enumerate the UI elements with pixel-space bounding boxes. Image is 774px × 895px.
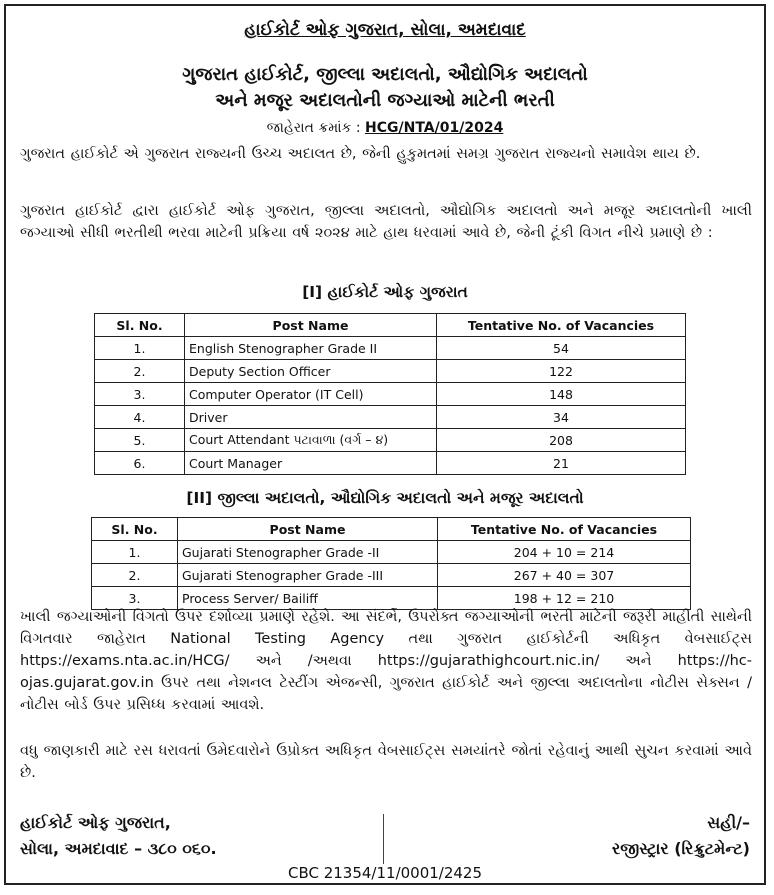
sl-no: 5.: [95, 429, 185, 452]
advice-paragraph: વધુ જાણકારી માટે રસ ધરાવતાં ઉમેદવારોને ઉપ્રોક્ત અધિકૃત વેબસાઈટ્સ સમયાંતરે જોતાં રહેવાનું આથી સુચન કરવામાં આવે છે.: [20, 743, 752, 781]
page-title: હાઈકોર્ટ ઓફ ગુજરાત, સોલા, અમદાવાદ: [244, 20, 526, 40]
post-name: Computer Operator (IT Cell): [185, 383, 437, 406]
sl-no: 2.: [95, 360, 185, 383]
sl-no: 3.: [92, 587, 178, 610]
section-2-heading: [II] જીલ્લા અદાલતો, ઔદ્યોગિક અદાલતો અને મજૂર અદાલતો: [186, 489, 584, 507]
vacancies: 267 + 40 = 307: [438, 564, 691, 587]
post-name: Gujarati Stenographer Grade -III: [178, 564, 438, 587]
post-name: English Stenographer Grade II: [185, 337, 437, 360]
sl-no: 4.: [95, 406, 185, 429]
district-court-vacancy-table: [91, 517, 691, 610]
table-header-row: [92, 518, 691, 541]
column-header: Post Name: [185, 314, 437, 337]
table-row: [95, 383, 686, 406]
vacancies: 122: [437, 360, 686, 383]
advertisement-page: [4, 4, 766, 885]
post-name: Court Manager: [185, 452, 437, 475]
post-name: Process Server/ Bailiff: [178, 587, 438, 610]
vacancies: 54: [437, 337, 686, 360]
vacancies: 204 + 10 = 214: [438, 541, 691, 564]
footer-address-line-2: સોલા, અમદાવાદ – ૩૮૦ ૦૬૦.: [20, 839, 217, 858]
sl-no: 6.: [95, 452, 185, 475]
cbc-code: CBC 21354/11/0001/2425: [287, 864, 483, 882]
subtitle-line-2: અને મજૂર અદાલતોની જગ્યાઓ માટેની ભરતી: [215, 90, 555, 111]
post-name: Court Attendant પટાવાળા (વર્ગ – ૪): [185, 429, 437, 452]
registrar-title: રજીસ્ટ્રાર (રિક્રુટમેન્ટ): [612, 839, 750, 858]
footer-address-line-1: હાઈકોર્ટ ઓફ ગુજરાત,: [20, 813, 171, 832]
post-name: Gujarati Stenographer Grade -II: [178, 541, 438, 564]
sl-no: 1.: [95, 337, 185, 360]
table-row: [95, 452, 686, 475]
footer-address: [20, 810, 217, 862]
column-header: Sl. No.: [95, 314, 185, 337]
vacancies: 21: [437, 452, 686, 475]
intro-paragraph: ગુજરાત હાઈકોર્ટ એ ગુજરાત રાજ્યની ઉચ્ચ અદાલત છે, જેની હુકુમતમાં સમગ્ર ગુજરાત રાજ્યનો સમાવેશ થાય છે.: [20, 146, 701, 162]
column-header: Post Name: [178, 518, 438, 541]
vacancies: 208: [437, 429, 686, 452]
sl-no: 3.: [95, 383, 185, 406]
footer-signature: [612, 810, 750, 862]
table-header-row: [95, 314, 686, 337]
sl-no: 2.: [92, 564, 178, 587]
column-header: Tentative No. of Vacancies: [438, 518, 691, 541]
subtitle-line-1: ગુજરાત હાઈકોર્ટ, જીલ્લા અદાલતો, ઔદ્યોગિક અદાલતો: [182, 64, 588, 85]
high-court-vacancy-table: [94, 313, 686, 475]
advt-number: HCG/NTA/01/2024: [365, 120, 504, 136]
sl-no: 1.: [92, 541, 178, 564]
table-row: [95, 337, 686, 360]
section-1-heading: [I] હાઈકોર્ટ ઓફ ગુજરાત: [302, 283, 468, 301]
recruitment-paragraph: ગુજરાત હાઈકોર્ટ દ્વારા હાઈકોર્ટ ઓફ ગુજરાત, જીલ્લા અદાલતો, ઔદ્યોગિક અદાલતો અને મજૂર અદાલતોની ખાલી જગ્યાઓ સીધી ભરતીથી ભરવા માટેની પ્રક્રિયા વર્ષ ૨૦૨૪ માટે હાથ ધરવામાં આવે છે, જેની ટૂંકી વિગત નીચે પ્રમાણે છે :: [20, 203, 752, 241]
vacancies: 34: [437, 406, 686, 429]
vacancies: 148: [437, 383, 686, 406]
advt-label: જાહેરાત ક્રમાંક :: [266, 120, 361, 136]
footer-divider: [383, 814, 384, 864]
table-row: [92, 541, 691, 564]
vacancies: 198 + 12 = 210: [438, 587, 691, 610]
column-header: Tentative No. of Vacancies: [437, 314, 686, 337]
post-name: Deputy Section Officer: [185, 360, 437, 383]
column-header: Sl. No.: [92, 518, 178, 541]
post-name: Driver: [185, 406, 437, 429]
table-row: [95, 429, 686, 452]
advertisement-number: [6, 120, 764, 136]
table-row: [95, 406, 686, 429]
details-paragraph: ખાલી જગ્યાઓની વિગતો ઉપર દર્શાવ્યા પ્રમાણે રહેશે. આ સંદર્ભે, ઉપરોક્ત જગ્યાઓની ભરતી માટેની જરૂરી માહીતી સાથેની વિગતવાર જાહેરાત National Testing Agency તથા ગુજરાત હાઈકોર્ટની અધિકૃત વેબસાઈટ્સ https://exams.nta.ac.in/HCG/ અને /અથવા https://gujarathighcourt.nic.in/ અને https://hc-ojas.gujarat.gov.in ઉપર તથા નેશનલ ટેસ્ટીંગ એજન્સી, ગુજરાત હાઈકોર્ટ અને જીલ્લા અદાલતોના નોટીસ સેક્સન / નોટીસ બોર્ડ ઉપર પ્રસિધ્ધ કરવામાં આવશે.: [20, 609, 752, 713]
signature-mark: સહી/–: [707, 813, 750, 832]
table-row: [92, 564, 691, 587]
table-row: [95, 360, 686, 383]
